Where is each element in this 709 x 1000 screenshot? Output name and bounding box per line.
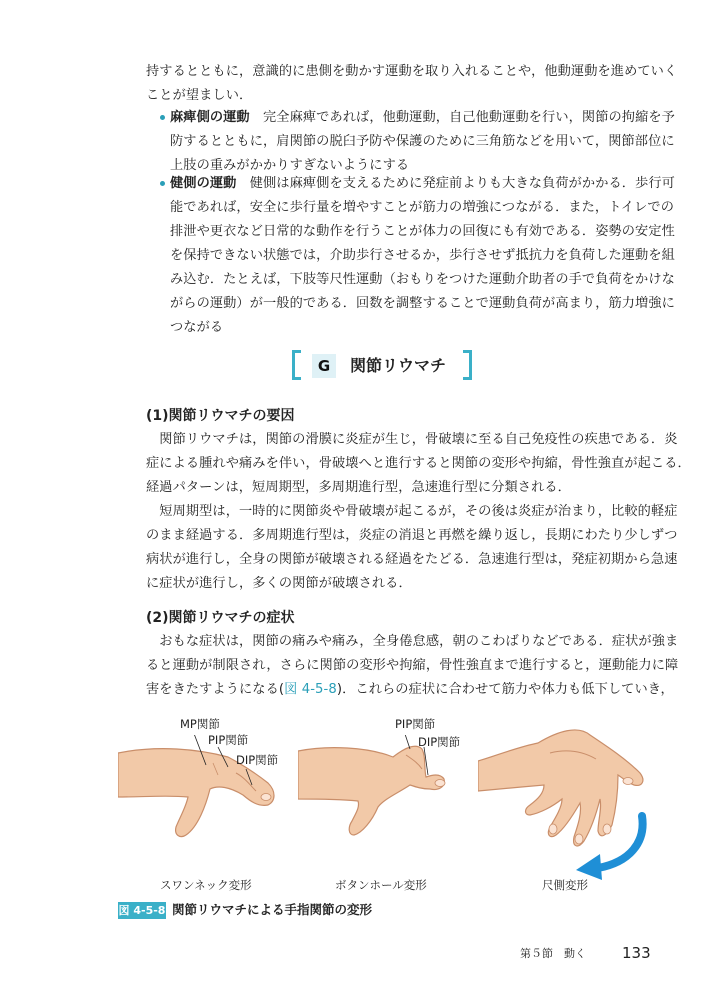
joint-label-dip: DIP関節 <box>236 753 279 767</box>
bullet-marker <box>160 115 165 120</box>
ulnar-arrow-icon <box>570 812 660 882</box>
page-number: 133 <box>622 944 651 962</box>
figure-name-boutonniere: ボタンホール変形 <box>335 878 427 892</box>
figure-caption-id: 図 4-5-8 <box>118 904 166 917</box>
body-line: に症状が進行し，多くの関節が破壊される． <box>146 576 412 591</box>
bullet-line: み込む．たとえば，下肢等尺性運動（おもりをつけた運動介助者の手で負荷をかけな <box>170 272 675 287</box>
joint-label-dip: DIP関節 <box>418 735 461 749</box>
section-letter: G <box>312 354 336 378</box>
section-heading <box>292 346 472 390</box>
bullet-line: がらの運動）が一般的である．回数を調整することで運動負荷が高まり，筋力増強に <box>170 296 675 311</box>
body-text: )．これらの症状に合わせて筋力や体力も低下していき， <box>336 682 674 697</box>
bullet-line <box>170 172 675 196</box>
body-line <box>146 678 674 702</box>
body-line: 経過パターンは，短周期型，多周期進行型，急速進行型に分類される． <box>146 480 571 495</box>
bullet-term: 健側の運動 <box>170 176 237 191</box>
bracket-right <box>463 350 472 380</box>
bullet-line: 上肢の重みがかかりすぎないようにする <box>170 158 410 173</box>
intro-line: 持するとともに，意識的に患側を動かす運動を取り入れることや，他動運動を進めていく <box>146 64 678 79</box>
subsection-heading: (1)関節リウマチの要因 <box>146 408 295 424</box>
figure-name-ulnar: 尺側変形 <box>542 878 588 892</box>
bullet-line: 排泄や更衣など日常的な動作を行うことが体力の回復にも有効である．姿勢の安定性 <box>170 224 675 239</box>
body-line: 症による腫れや痛みを伴い，骨破壊へと進行すると関節の変形や拘縮，骨性強直が起こる． <box>146 456 691 471</box>
figure-reference-link[interactable]: 図 4-5-8 <box>284 682 337 697</box>
body-line: おもな症状は，関節の痛みや痛み，全身倦怠感，朝のこわばりなどである．症状が強ま <box>146 634 679 649</box>
bullet-marker <box>160 181 165 186</box>
body-line: のまま経過する．多周期進行型は，炎症の消退と再燃を繰り返し，長期にわたり少しずつ <box>146 528 678 543</box>
bullet-text: 健側は麻痺側を支えるために発症前よりも大きな負荷がかかる．歩行可 <box>236 176 675 191</box>
bullet-line: 防するとともに，肩関節の脱臼予防や保護のために三角筋などを用いて，関節部位に <box>170 134 675 149</box>
body-text: 害をきたすようになる( <box>146 682 285 697</box>
bracket-left <box>292 350 301 380</box>
body-line: 病状が進行し，全身の関節が破壊される経過をたどる．急速進行型は，発症初期から急速 <box>146 552 678 567</box>
bullet-line: つながる <box>170 320 224 335</box>
body-line: 短周期型は，一時的に関節炎や骨破壊が起こるが，その後は炎症が治まり，比較的軽症 <box>146 504 678 519</box>
bullet-text: 完全麻痺であれば，他動運動，自己他動運動を行い，関節の拘縮を予 <box>249 110 675 125</box>
bullet-line <box>170 106 675 130</box>
section-title: 関節リウマチ <box>350 356 447 375</box>
boutonniere-illustration <box>298 735 468 855</box>
bullet-line: を保持できない状態では，介助歩行させるか，歩行させず抵抗力を負荷した運動を組 <box>170 248 675 263</box>
joint-label-pip: PIP関節 <box>395 717 436 731</box>
subsection-heading: (2)関節リウマチの症状 <box>146 610 295 626</box>
bullet-term: 麻痺側の運動 <box>170 110 250 125</box>
figure-caption-text: 関節リウマチによる手指関節の変形 <box>172 902 373 917</box>
bullet-line: 能であれば，安全に歩行量を増やすことが筋力の増強につながる．また，トイレでの <box>170 200 674 215</box>
intro-line: ことが望ましい． <box>146 88 253 103</box>
figure-name-swan-neck: スワンネック変形 <box>160 878 252 892</box>
body-line: 関節リウマチは，関節の滑膜に炎症が生じ，骨破壊に至る自己免疫性の疾患である．炎 <box>146 432 678 447</box>
joint-label-mp: MP関節 <box>180 717 220 731</box>
footer-section: 第５節 動く <box>520 947 586 960</box>
joint-label-pip: PIP関節 <box>208 733 249 747</box>
body-line: ると運動が制限され，さらに関節の変形や拘縮，骨性強直まで進行すると，運動能力に障 <box>146 658 679 673</box>
